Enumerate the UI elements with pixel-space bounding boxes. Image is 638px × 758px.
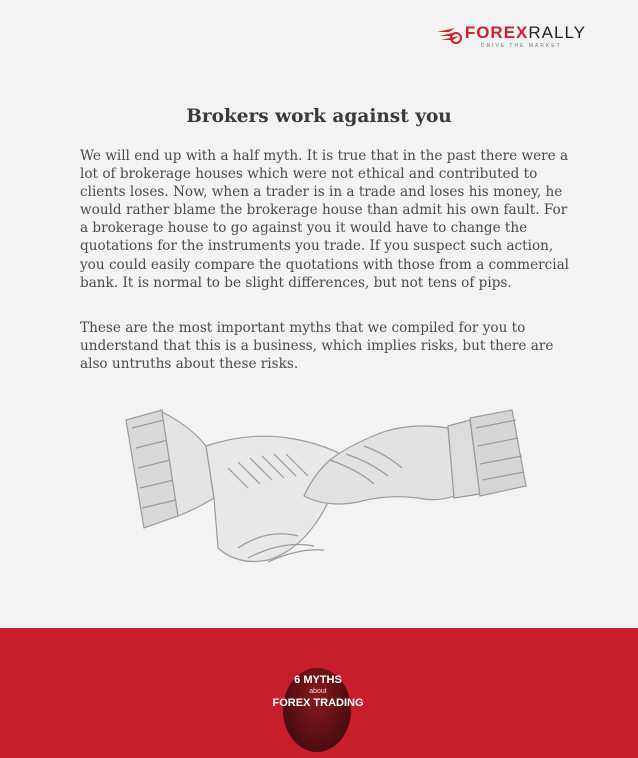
page-title: Brokers work against you (186, 106, 452, 127)
body-paragraph-1: We will end up with a half myth. It is true that in the past there were a lot of brokerage houses which were not ethical and contributed to clients loses. Now, when a trader is in a trade and loses his money, he would rather blame the brokerage house than admit his own fault. For a brokerage house to go against you it would have to change the quotations for the instruments you trade. If you suspect such action, you could easily compare the quotations with those from a commercial bank. It is normal to be slight differences, but not tens of pips. (80, 148, 570, 291)
logo-wordmark (465, 24, 586, 42)
wing-logo-icon (435, 24, 463, 48)
logo-forex: FOREX (464, 23, 529, 42)
brand-logo (435, 24, 586, 49)
logo-rally: RALLY (528, 23, 586, 42)
badge-subtitle: FOREX TRADING (272, 697, 364, 709)
logo-tagline: DRIVE THE MARKET (480, 43, 562, 49)
badge-title: 6 MYTHS (294, 674, 342, 686)
body-paragraph-2: These are the most important myths that we compiled for you to understand that this is a business, which implies risks, but there are also untruths about these risks. (80, 320, 554, 373)
myths-badge (270, 664, 366, 756)
badge-about: about (309, 688, 327, 695)
handshake-illustration (118, 398, 536, 580)
